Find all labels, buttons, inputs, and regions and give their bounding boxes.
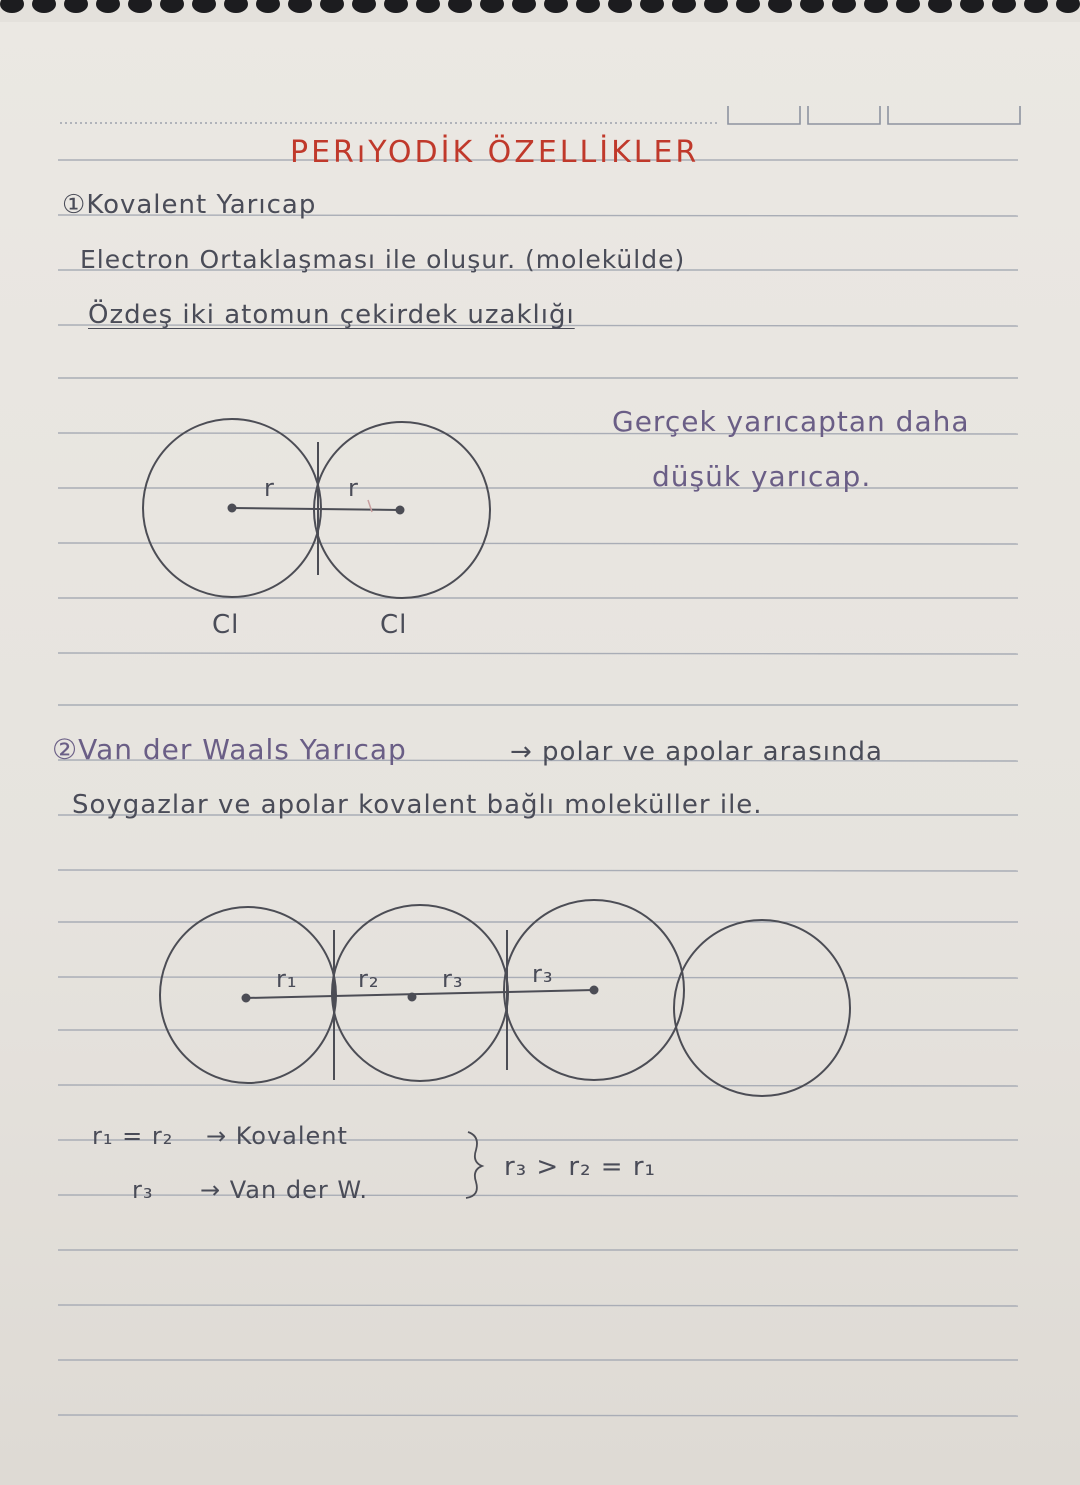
section1-note-line2: düşük yarıcap. <box>652 460 872 493</box>
ruled-line <box>58 1085 1018 1086</box>
section2-line1: Soygazlar ve apolar kovalent bağlı moleküller ile. <box>72 790 763 820</box>
formula1-left: r₁ = r₂ <box>92 1122 174 1150</box>
nucleus-left <box>229 505 236 512</box>
curly-brace <box>466 1132 482 1198</box>
vdw-r3b: r₃ <box>532 960 554 988</box>
section1-heading-row <box>62 190 316 220</box>
ruled-line <box>58 1305 1018 1306</box>
vdw-diagram <box>160 900 850 1096</box>
section2-heading-row <box>52 733 407 766</box>
radius-line <box>232 508 400 510</box>
covalent-diagram <box>143 419 490 598</box>
ruled-line <box>58 1415 1018 1416</box>
summary-relation: r₃ > r₂ = r₁ <box>504 1152 656 1182</box>
nucleus-right <box>397 507 404 514</box>
formula2-right: → Van der W. <box>200 1176 368 1204</box>
section1-line2: Özdeş iki atomun çekirdek uzaklığı <box>88 300 575 330</box>
date-boxes <box>728 106 1020 124</box>
vdw-r2: r₂ <box>358 965 380 993</box>
formula2-left: r₃ <box>132 1176 154 1204</box>
vdw-r3a: r₃ <box>442 965 464 993</box>
vdw-r1: r₁ <box>276 965 298 993</box>
section1-note-line1: Gerçek yarıcaptan daha <box>612 405 970 438</box>
atom-4 <box>674 920 850 1096</box>
formula1-right: → Kovalent <box>206 1122 348 1150</box>
covalent-r-right: r <box>348 474 359 502</box>
radius-line-chain <box>246 990 594 998</box>
atom-label-right: Cl <box>380 610 408 640</box>
section1-line1: Electron Ortaklaşması ile oluşur. (molekülde) <box>80 245 686 274</box>
ruled-line <box>58 870 1018 871</box>
section2-arrow-note: → polar ve apolar arasında <box>510 737 883 767</box>
section1-number: ① <box>62 190 87 220</box>
section2-number: ② <box>52 733 79 766</box>
page-title: PERıYODİK ÖZELLİKLER <box>290 135 700 170</box>
atom-label-left: Cl <box>212 610 240 640</box>
section2-heading: Van der Waals Yarıcap <box>78 733 407 766</box>
covalent-r-left: r <box>264 474 275 502</box>
ruled-line <box>58 653 1018 654</box>
section1-heading: Kovalent Yarıcap <box>86 190 317 220</box>
ruled-line <box>58 543 1018 544</box>
